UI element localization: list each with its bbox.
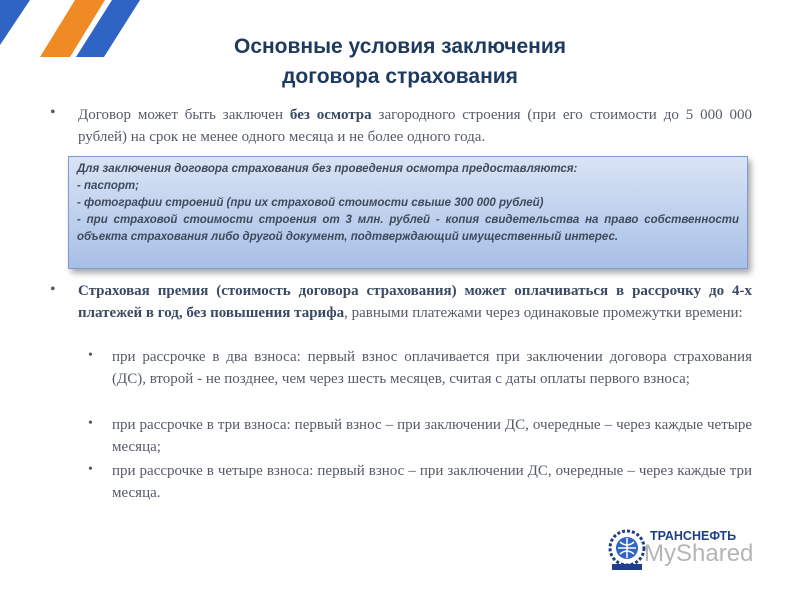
bullet-marker: • — [50, 104, 56, 121]
callout-heading: Для заключения договора страхования без проведения осмотра предоставляются: — [77, 163, 578, 175]
sub-item-three-payments: при рассрочке в три взноса: первый взнос – при заключении ДС, очередные – через каждые четыре месяца; — [112, 417, 752, 455]
bullet1-bold: без осмотра — [289, 107, 372, 123]
sub-bullet-marker: • — [88, 416, 93, 431]
title-line-2: договора страхования — [282, 65, 518, 88]
bullet-installment-premium — [78, 280, 752, 324]
bullet1-text-start: Договор может быть заключен — [78, 107, 290, 123]
callout-item-certificate: - при страховой стоимости строения от 3 млн. рублей - копия свидетельства на право собственности объекта страхования либо другой документ, подтверждающий имущественный интерес. — [77, 214, 739, 243]
sub-bullet-marker: • — [88, 462, 93, 477]
company-name: ТРАНСНЕФТЬ — [650, 529, 737, 543]
bullet2-bold: Страховая премия (стоимость договора страхования) может оплачиваться в рассрочку до 4-х платежей в год, без повышения тарифа — [78, 283, 752, 321]
bullet1-text-end: загородного строения (при его стоимости до 5 000 000 рублей) на срок не менее одного месяца и не более одного года. — [78, 107, 752, 145]
bullet2-text-end: , равными платежами через одинаковые промежутки времени: — [344, 305, 743, 321]
page-title — [0, 32, 800, 92]
bullet-marker: • — [50, 281, 56, 298]
watermark-text: MyShared — [644, 540, 754, 567]
globe-emblem-icon — [606, 526, 648, 574]
sub-item-two-payments: при рассрочке в два взноса: первый взнос оплачивается при заключении договора страхования (ДС), второй - не позднее, чем через шесть месяцев, считая с даты оплаты первого взноса; — [112, 349, 752, 387]
sub-item-four-payments: при рассрочке в четыре взноса: первый взнос – при заключении ДС, очередные – через каждые три месяца. — [112, 463, 752, 501]
bullet-no-inspection — [78, 104, 752, 148]
sub-bullet-marker: • — [88, 348, 93, 363]
callout-item-passport: - паспорт; — [77, 180, 139, 192]
title-line-1: Основные условия заключения — [233, 35, 566, 58]
documents-callout-box — [68, 156, 748, 269]
callout-item-photos: - фотографии строений (при их страховой стоимости свыше 300 000 рублей) — [77, 197, 544, 209]
